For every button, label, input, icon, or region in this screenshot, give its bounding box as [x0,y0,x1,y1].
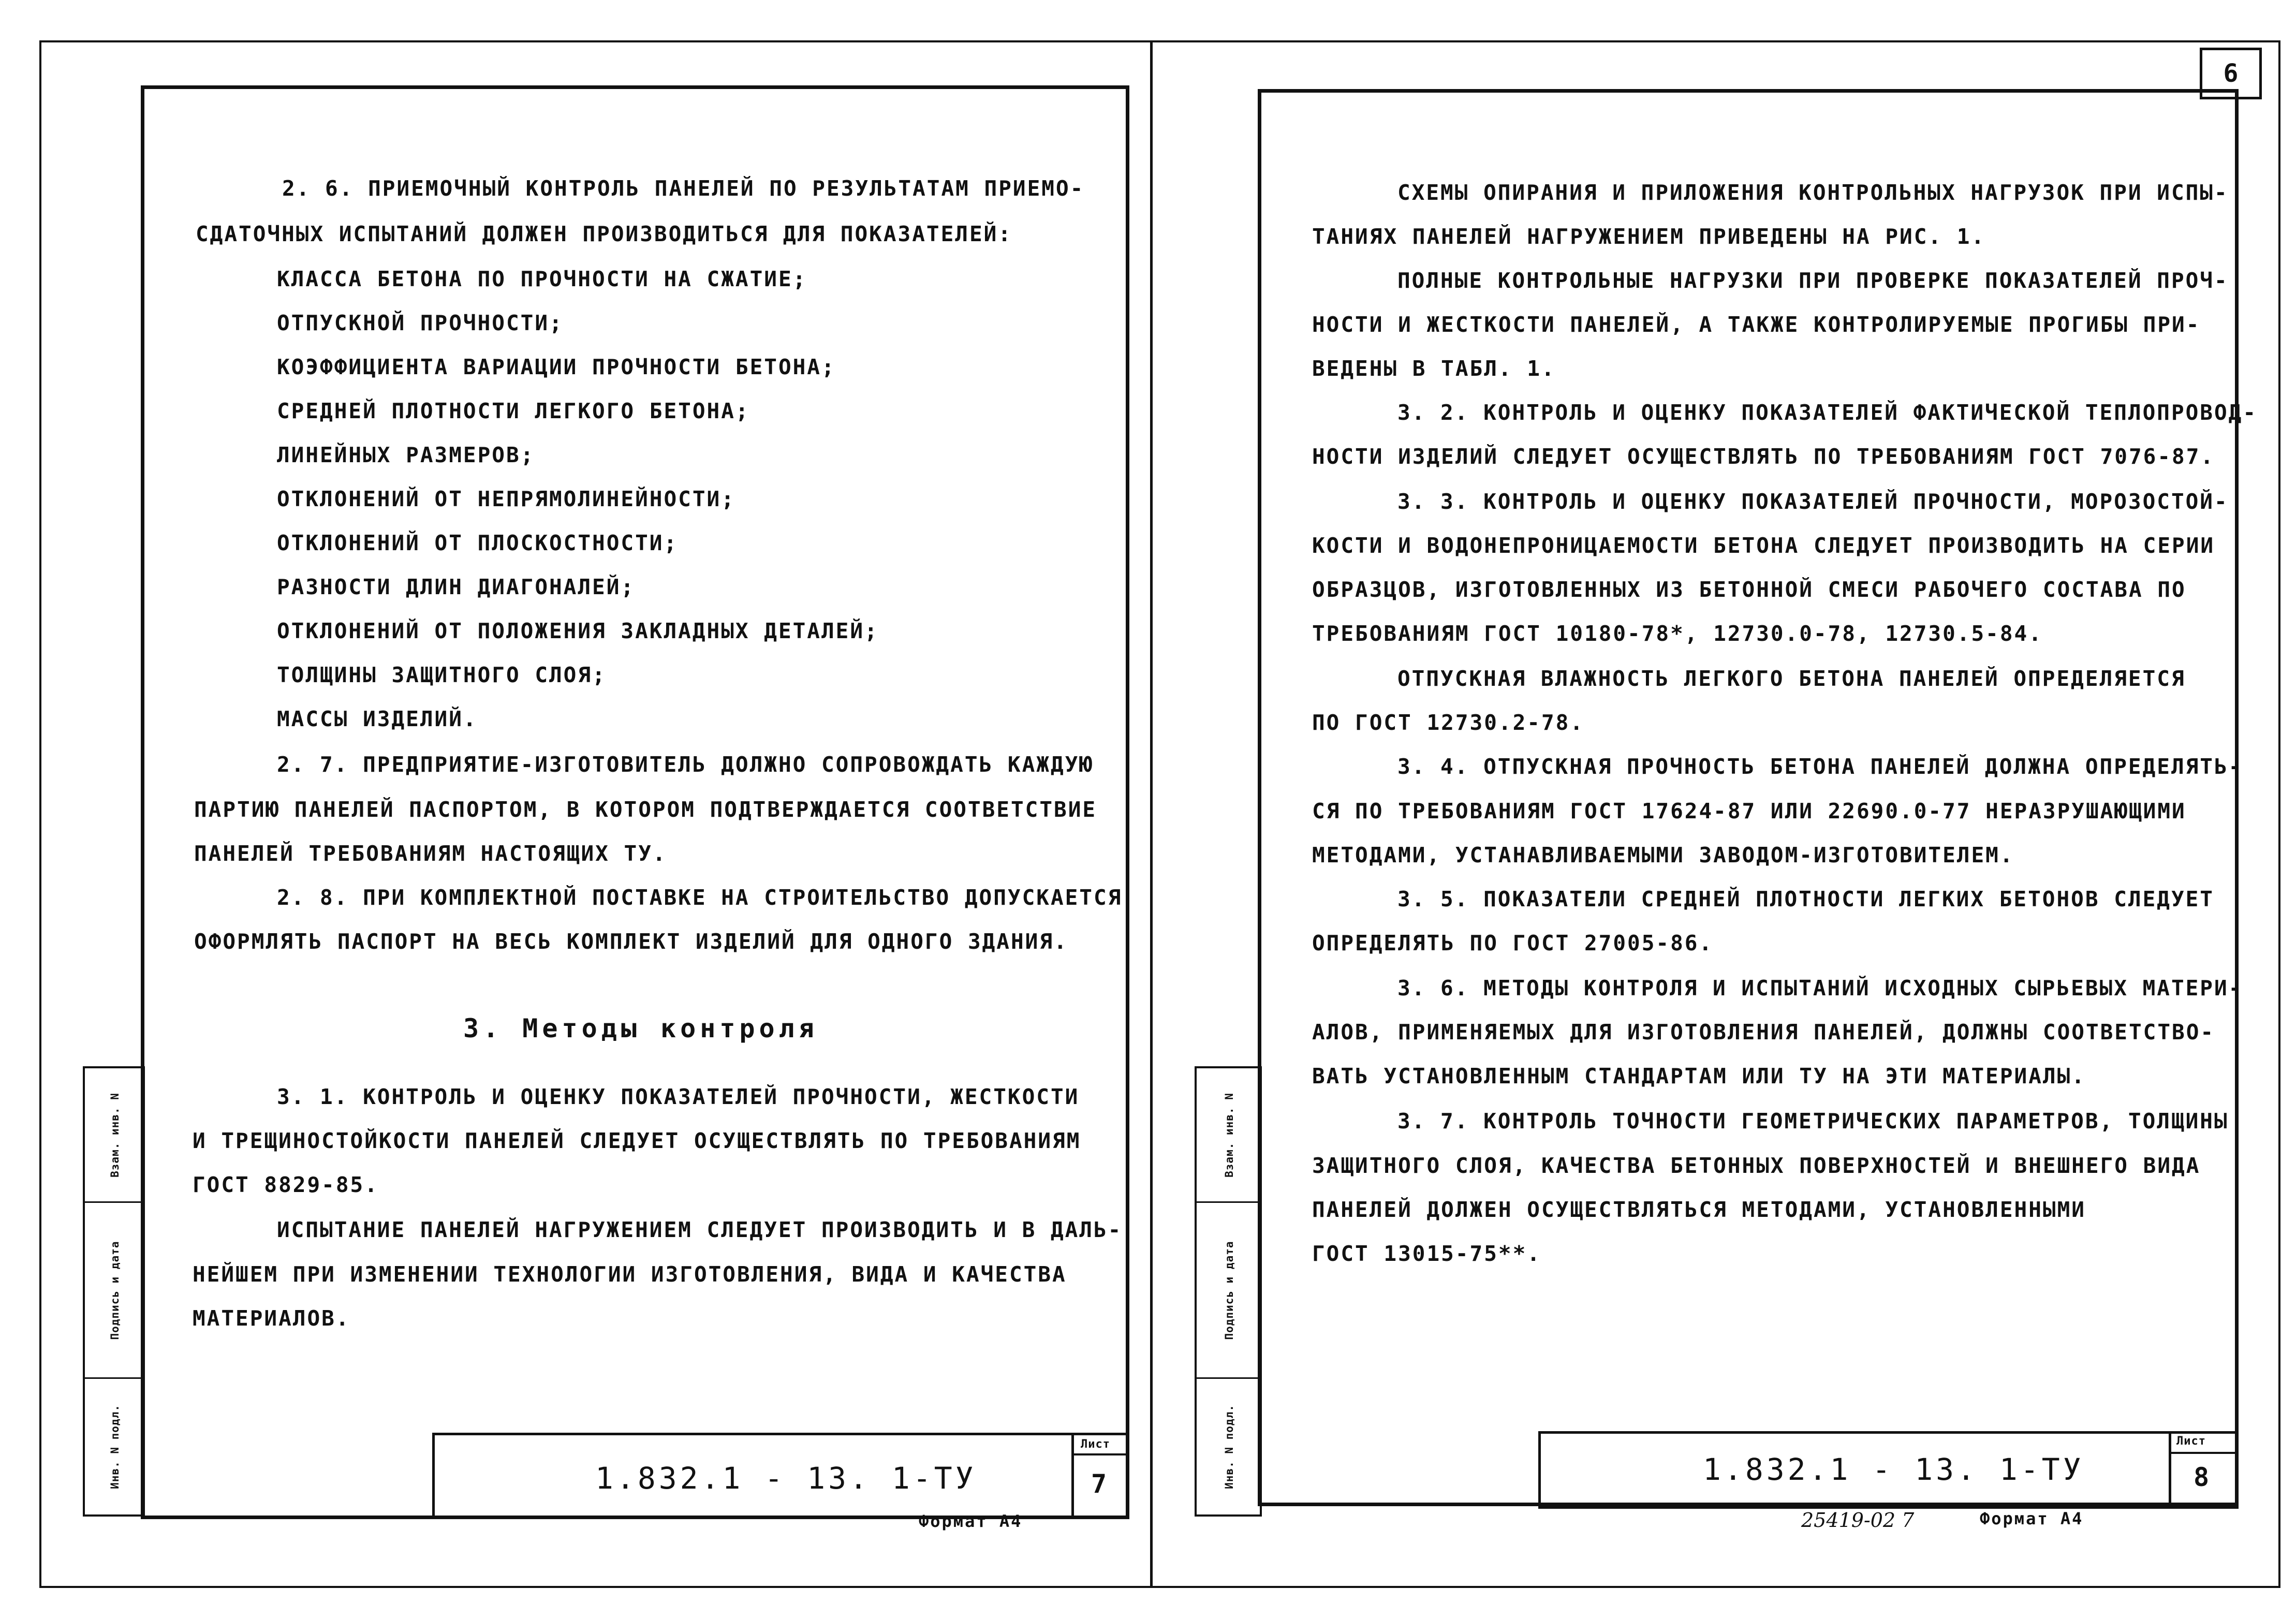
left-sheet-label: Лист [1081,1438,1110,1451]
right-doc-code: 1.832.1 - 13. 1-ТУ [1703,1452,2084,1487]
text-line: РАЗНОСТИ ДЛИН ДИАГОНАЛЕЙ; [277,575,636,599]
text-line: ПАНЕЛЕЙ ДОЛЖЕН ОСУЩЕСТВЛЯТЬСЯ МЕТОДАМИ, УСТАНОВЛЕННЫМИ [1312,1197,2086,1222]
section-heading: 3. Методы контроля [463,1013,818,1043]
text-line: ГОСТ 13015-75**. [1312,1241,1541,1266]
left-sheet-number: 7 [1091,1469,1107,1499]
text-line: 3. 7. КОНТРОЛЬ ТОЧНОСТИ ГЕОМЕТРИЧЕСКИХ ПАРАМЕТРОВ, ТОЛЩИНЫ [1397,1109,2229,1134]
text-line: И ТРЕЩИНОСТОЙКОСТИ ПАНЕЛЕЙ СЛЕДУЕТ ОСУЩЕСТВЛЯТЬ ПО ТРЕБОВАНИЯМ [193,1128,1081,1153]
text-line: АЛОВ, ПРИМЕНЯЕМЫХ ДЛЯ ИЗГОТОВЛЕНИЯ ПАНЕЛЕЙ, ДОЛЖНЫ СООТВЕТСТВО- [1312,1020,2215,1045]
side-stamp-cell-signature [1197,1203,1262,1379]
side-stamp-label: Инв. N подл. [109,1404,121,1489]
side-stamp-label: Подпись и дата [109,1240,121,1340]
text-line: 2. 8. ПРИ КОМПЛЕКТНОЙ ПОСТАВКЕ НА СТРОИТЕЛЬСТВО ДОПУСКАЕТСЯ [277,885,1123,910]
text-line: МЕТОДАМИ, УСТАНАВЛИВАЕМЫМИ ЗАВОДОМ-ИЗГОТОВИТЕЛЕМ. [1312,843,2014,867]
right-sheet-number: 8 [2194,1462,2210,1492]
side-stamp-cell-inv-orig [1197,1379,1262,1514]
text-line: ПОЛНЫЕ КОНТРОЛЬНЫЕ НАГРУЗКИ ПРИ ПРОВЕРКЕ ПОКАЗАТЕЛЕЙ ПРОЧ- [1397,268,2229,293]
side-stamp-cell-signature [85,1203,145,1379]
side-stamp-label: Подпись и дата [1223,1240,1235,1340]
text-line: 3. 3. КОНТРОЛЬ И ОЦЕНКУ ПОКАЗАТЕЛЕЙ ПРОЧНОСТИ, МОРОЗОСТОЙ- [1397,489,2229,514]
text-line: СДАТОЧНЫХ ИСПЫТАНИЙ ДОЛЖЕН ПРОИЗВОДИТЬСЯ ДЛЯ ПОКАЗАТЕЛЕЙ: [196,222,1012,246]
handwritten-archive-number: 25419-02 7 [1801,1509,1915,1532]
side-stamp-label: Взам. инв. N [109,1092,121,1178]
right-title-block-sheet-line [2169,1452,2239,1454]
right-side-stamp [1195,1066,1262,1517]
text-line: ВАТЬ УСТАНОВЛЕННЫМ СТАНДАРТАМ ИЛИ ТУ НА ЭТИ МАТЕРИАЛЫ. [1312,1064,2086,1089]
text-line: ОТКЛОНЕНИЙ ОТ ПОЛОЖЕНИЯ ЗАКЛАДНЫХ ДЕТАЛЕЙ; [277,619,879,643]
text-line: НОСТИ И ЖЕСТКОСТИ ПАНЕЛЕЙ, А ТАКЖЕ КОНТРОЛИРУЕМЫЕ ПРОГИБЫ ПРИ- [1312,312,2201,337]
text-line: МАТЕРИАЛОВ. [193,1306,350,1331]
text-line: ПО ГОСТ 12730.2-78. [1312,710,1584,735]
center-divider [1150,40,1153,1588]
text-line: ОТПУСКНАЯ ВЛАЖНОСТЬ ЛЕГКОГО БЕТОНА ПАНЕЛЕЙ ОПРЕДЕЛЯЕТСЯ [1397,666,2186,691]
left-format-label: Формат А4 [919,1511,1023,1531]
corner-sheet-number-text: 6 [2223,59,2239,88]
text-line: МАССЫ ИЗДЕЛИЙ. [277,707,478,731]
text-line: 3. 1. КОНТРОЛЬ И ОЦЕНКУ ПОКАЗАТЕЛЕЙ ПРОЧНОСТИ, ЖЕСТКОСТИ [277,1084,1080,1109]
text-line: 2. 6. ПРИЕМОЧНЫЙ КОНТРОЛЬ ПАНЕЛЕЙ ПО РЕЗУЛЬТАТАМ ПРИЕМО- [282,176,1085,201]
text-line: ОФОРМЛЯТЬ ПАСПОРТ НА ВЕСЬ КОМПЛЕКТ ИЗДЕЛИЙ ДЛЯ ОДНОГО ЗДАНИЯ. [194,929,1068,954]
text-line: СРЕДНЕЙ ПЛОТНОСТИ ЛЕГКОГО БЕТОНА; [277,399,750,423]
text-line: ОТКЛОНЕНИЙ ОТ ПЛОСКОСТНОСТИ; [277,531,679,555]
text-line: ЗАЩИТНОГО СЛОЯ, КАЧЕСТВА БЕТОННЫХ ПОВЕРХНОСТЕЙ И ВНЕШНЕГО ВИДА [1312,1153,2201,1178]
text-line: КОСТИ И ВОДОНЕПРОНИЦАЕМОСТИ БЕТОНА СЛЕДУЕТ ПРОИЗВОДИТЬ НА СЕРИИ [1312,533,2215,558]
text-line: СХЕМЫ ОПИРАНИЯ И ПРИЛОЖЕНИЯ КОНТРОЛЬНЫХ НАГРУЗОК ПРИ ИСПЫ- [1397,180,2229,205]
left-title-block-separator [1071,1433,1074,1519]
side-stamp-cell-replace-inv [85,1068,145,1203]
text-line: ЛИНЕЙНЫХ РАЗМЕРОВ; [277,443,535,467]
right-format-label: Формат А4 [1980,1509,2084,1528]
right-page-frame [1258,89,2239,1506]
text-line: ТОЛЩИНЫ ЗАЩИТНОГО СЛОЯ; [277,663,607,687]
text-line: 3. 6. МЕТОДЫ КОНТРОЛЯ И ИСПЫТАНИЙ ИСХОДНЫХ СЫРЬЕВЫХ МАТЕРИ- [1397,976,2243,1001]
text-line: КОЭФФИЦИЕНТА ВАРИАЦИИ ПРОЧНОСТИ БЕТОНА; [277,355,836,379]
right-title-block-separator [2169,1431,2171,1509]
text-line: ОТПУСКНОЙ ПРОЧНОСТИ; [277,311,564,335]
text-line: НЕЙШЕМ ПРИ ИЗМЕНЕНИИ ТЕХНОЛОГИИ ИЗГОТОВЛЕНИЯ, ВИДА И КАЧЕСТВА [193,1262,1067,1287]
text-line: ТАНИЯХ ПАНЕЛЕЙ НАГРУЖЕНИЕМ ПРИВЕДЕНЫ НА РИС. 1. [1312,224,1986,249]
text-line: 3. 2. КОНТРОЛЬ И ОЦЕНКУ ПОКАЗАТЕЛЕЙ ФАКТИЧЕСКОЙ ТЕПЛОПРОВОД- [1397,400,2258,425]
text-line: 3. 5. ПОКАЗАТЕЛИ СРЕДНЕЙ ПЛОТНОСТИ ЛЕГКИХ БЕТОНОВ СЛЕДУЕТ [1397,887,2214,911]
text-line: СЯ ПО ТРЕБОВАНИЯМ ГОСТ 17624-87 ИЛИ 22690.0-77 НЕРАЗРУШАЮЩИМИ [1312,799,2186,823]
side-stamp-label: Взам. инв. N [1223,1092,1235,1178]
text-line: 2. 7. ПРЕДПРИЯТИЕ-ИЗГОТОВИТЕЛЬ ДОЛЖНО СОПРОВОЖДАТЬ КАЖДУЮ [277,752,1094,777]
left-doc-code: 1.832.1 - 13. 1-ТУ [595,1461,977,1496]
left-side-stamp [83,1066,145,1517]
right-sheet-label: Лист [2176,1435,2206,1448]
text-line: КЛАССА БЕТОНА ПО ПРОЧНОСТИ НА СЖАТИЕ; [277,267,807,291]
text-line: 3. 4. ОТПУСКНАЯ ПРОЧНОСТЬ БЕТОНА ПАНЕЛЕЙ ДОЛЖНА ОПРЕДЕЛЯТЬ- [1397,754,2243,779]
text-line: НОСТИ ИЗДЕЛИЙ СЛЕДУЕТ ОСУЩЕСТВЛЯТЬ ПО ТРЕБОВАНИЯМ ГОСТ 7076-87. [1312,444,2215,469]
text-line: ИСПЫТАНИЕ ПАНЕЛЕЙ НАГРУЖЕНИЕМ СЛЕДУЕТ ПРОИЗВОДИТЬ И В ДАЛЬ- [277,1217,1123,1242]
text-line: ВЕДЕНЫ В ТАБЛ. 1. [1312,356,1556,381]
text-line: ТРЕБОВАНИЯМ ГОСТ 10180-78*, 12730.0-78, 12730.5-84. [1312,621,2043,646]
text-line: ГОСТ 8829-85. [193,1172,379,1197]
side-stamp-cell-inv-orig [85,1379,145,1514]
text-line: ОПРЕДЕЛЯТЬ ПО ГОСТ 27005-86. [1312,931,1714,955]
side-stamp-label: Инв. N подл. [1223,1404,1235,1489]
side-stamp-cell-replace-inv [1197,1068,1262,1203]
text-line: ПАНЕЛЕЙ ТРЕБОВАНИЯМ НАСТОЯЩИХ ТУ. [194,841,667,866]
left-title-block-sheet-line [1071,1453,1128,1455]
text-line: ОБРАЗЦОВ, ИЗГОТОВЛЕННЫХ ИЗ БЕТОННОЙ СМЕСИ РАБОЧЕГО СОСТАВА ПО [1312,577,2186,602]
text-line: ОТКЛОНЕНИЙ ОТ НЕПРЯМОЛИНЕЙНОСТИ; [277,487,735,511]
text-line: ПАРТИЮ ПАНЕЛЕЙ ПАСПОРТОМ, В КОТОРОМ ПОДТВЕРЖДАЕТСЯ СООТВЕТСТВИЕ [194,797,1097,822]
